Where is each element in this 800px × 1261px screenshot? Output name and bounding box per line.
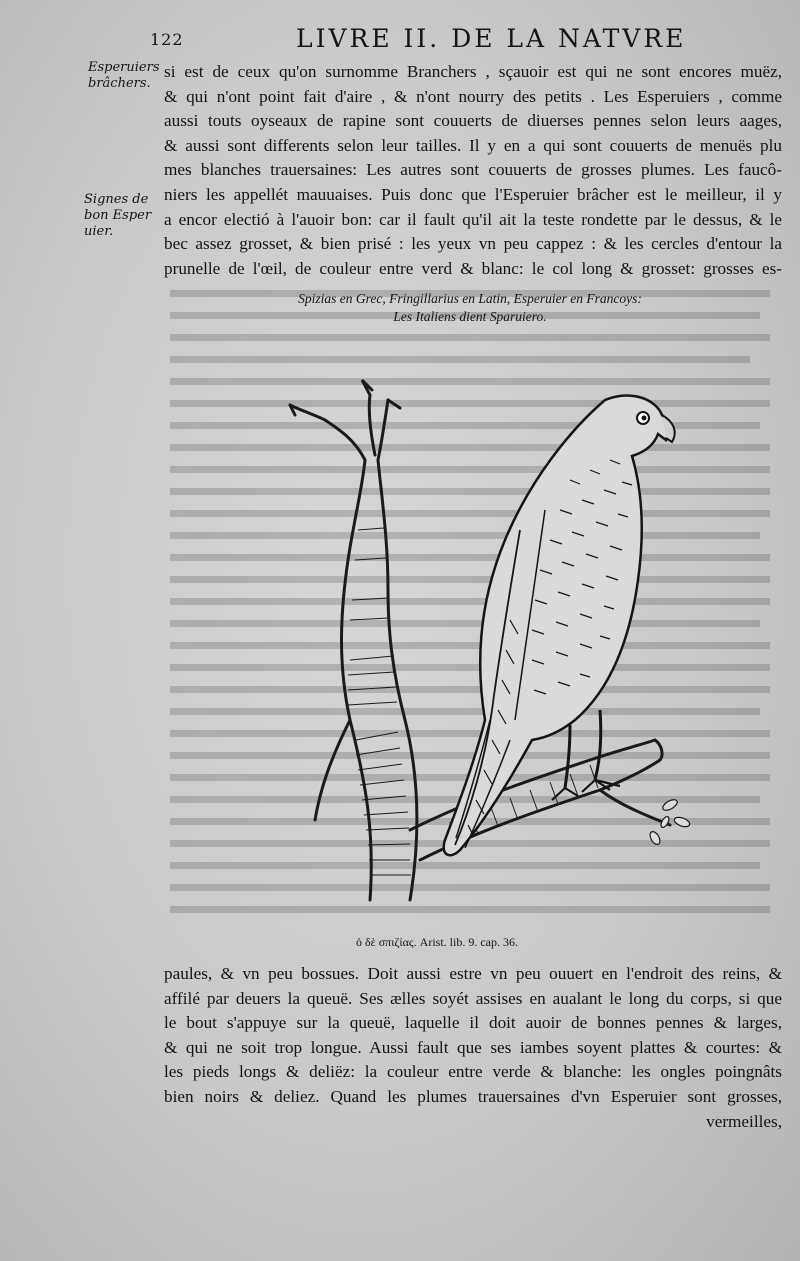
margin-note-esperuiers: Esperuiers brâchers.: [88, 60, 160, 91]
body-text-bottom: [164, 962, 782, 1134]
hawk-body: [444, 396, 675, 856]
text-line: niers les appellét mauuaises. Puis donc que l'Esperuier brâcher est le meilleur, il y: [164, 184, 782, 204]
text-line: si est de ceux qu'on surnomme Branchers , sçauoir est qui ne sont encores muëz,: [164, 62, 782, 81]
text-line: affilé par deuers la queuë. Ses ælles soyét assises en aualant le long du corps, si que: [164, 988, 782, 1008]
tree-trunk: [290, 380, 417, 900]
page-header: [0, 22, 800, 52]
text-line: a encor electió à l'auoir bon: car il fault qu'il ait la teste rondette par le dessus, & le: [164, 209, 782, 229]
text-line: aussi touts oyseaux de rapine sont couuerts de diuerses pennes selon leurs aages,: [164, 111, 782, 131]
text-line: les pieds longs & deliëz: la couleur entre verde & blanche: les ongles poingnâts: [164, 1062, 782, 1082]
sparrowhawk-woodcut: [270, 360, 720, 920]
text-line: le bout s'appuye sur la queuë, laquelle il doit auoir de bonnes pennes & larges,: [164, 1013, 782, 1033]
page-number: 122: [150, 30, 184, 49]
text-line: bien noirs & deliez. Quand les plumes trauersaines d'vn Esperuier sont grosses,: [164, 1086, 782, 1106]
text-line: bec assez grosset, & bien prisé : les yeux vn peu cappez : & les cercles d'entour la: [164, 234, 782, 254]
margin-note-signes: Signes de bon Esper uier.: [84, 192, 152, 239]
running-title: LIVRE II. DE LA NATVRE: [296, 24, 687, 53]
figure-caption: [220, 290, 720, 326]
text-line: & qui ne soit trop longue. Aussi fault que ses iambes soyent plattes & courtes: &: [164, 1037, 782, 1057]
caption-line: Spizias en Grec, Fringillarius en Latin, Esperuier en Francoys:: [298, 291, 642, 306]
text-line: mes blanches trauersaines: Les autres sont couuerts de grosses plumes. Les faucô-: [164, 160, 782, 180]
caption-line: Les Italiens dient Sparuiero.: [393, 309, 547, 324]
text-line: paules, & vn peu bossues. Doit aussi estre vn peu ouuert en l'endroit des reins, &: [164, 964, 782, 983]
figure-citation: ὁ δὲ σπιζίας. Arist. lib. 9. cap. 36.: [356, 935, 519, 949]
text-line: & aussi sont differents selon leur tailles. Il y en a qui sont couuerts de menuës plu: [164, 135, 782, 155]
text-line: prunelle de l'œil, de couleur entre verd & blanc: le col long & grosset: grosses es-: [164, 258, 782, 278]
leaves: [648, 798, 691, 847]
catchword: vermeilles,: [706, 1111, 782, 1131]
text-line: & qui n'ont point fait d'aire , & n'ont nourry des petits . Les Esperuiers , comme: [164, 86, 782, 106]
body-text-top: [164, 60, 782, 281]
